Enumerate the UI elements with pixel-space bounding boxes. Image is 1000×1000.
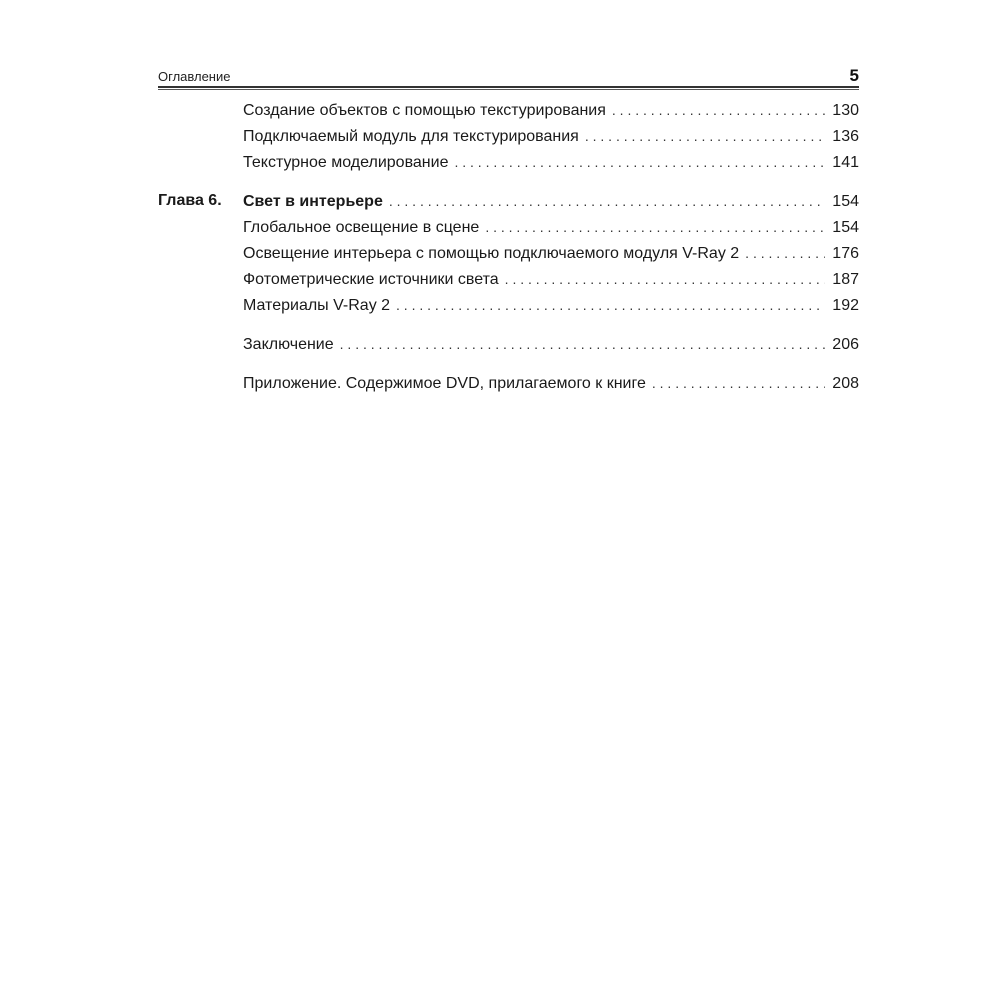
toc-entry-page: 154: [832, 219, 859, 236]
dot-leader: [389, 190, 825, 212]
toc-entry-page: 187: [832, 271, 859, 288]
dot-leader: [745, 242, 825, 264]
toc-entry-title: Фотометрические источники света: [243, 271, 499, 288]
toc-entry: [243, 216, 859, 238]
toc-entry-page: 208: [832, 375, 859, 392]
toc-entry: [243, 333, 859, 355]
dot-leader: [652, 372, 825, 394]
toc-entry-title: Создание объектов с помощью текстурирования: [243, 102, 606, 119]
dot-leader: [505, 268, 825, 290]
dot-leader: [340, 333, 825, 355]
toc-entry-title: Освещение интерьера с помощью подключаемого модуля V-Ray 2: [243, 245, 740, 262]
toc-chapter-entry: [243, 190, 859, 212]
toc-entry: [243, 151, 859, 173]
toc-entry: [243, 125, 859, 147]
toc-entry: [243, 372, 859, 394]
chapter-label: Глава 6.: [158, 192, 222, 209]
toc-entry-page: 141: [832, 154, 859, 171]
toc-entry-title: Материалы V-Ray 2: [243, 297, 391, 314]
toc-entry: [243, 294, 859, 316]
toc-entry: [243, 268, 859, 290]
toc-entry-page: 176: [832, 245, 859, 262]
toc-entry-title: Заключение: [243, 336, 334, 353]
running-header-title: Оглавление: [158, 69, 231, 84]
toc-entry-page: 192: [832, 297, 859, 314]
page-number: 5: [849, 66, 859, 85]
dot-leader: [454, 151, 825, 173]
toc-entry-title: Подключаемый модуль для текстурирования: [243, 128, 579, 145]
toc-entry-title: Текстурное моделирование: [243, 154, 449, 171]
dot-leader: [612, 99, 825, 121]
dot-leader: [585, 125, 825, 147]
toc-entry-page: 136: [832, 128, 859, 145]
toc-entry-page: 206: [832, 336, 859, 353]
toc-chapter-title: Свет в интерьере: [243, 193, 383, 210]
dot-leader: [396, 294, 825, 316]
dot-leader: [485, 216, 825, 238]
toc-entry-title: Приложение. Содержимое DVD, прилагаемого к книге: [243, 375, 646, 392]
toc-entry-page: 154: [832, 193, 859, 210]
toc-entry: [243, 242, 859, 264]
toc-entry-title: Глобальное освещение в сцене: [243, 219, 480, 236]
toc-entry-page: 130: [832, 102, 859, 119]
toc-entry: [243, 99, 859, 121]
